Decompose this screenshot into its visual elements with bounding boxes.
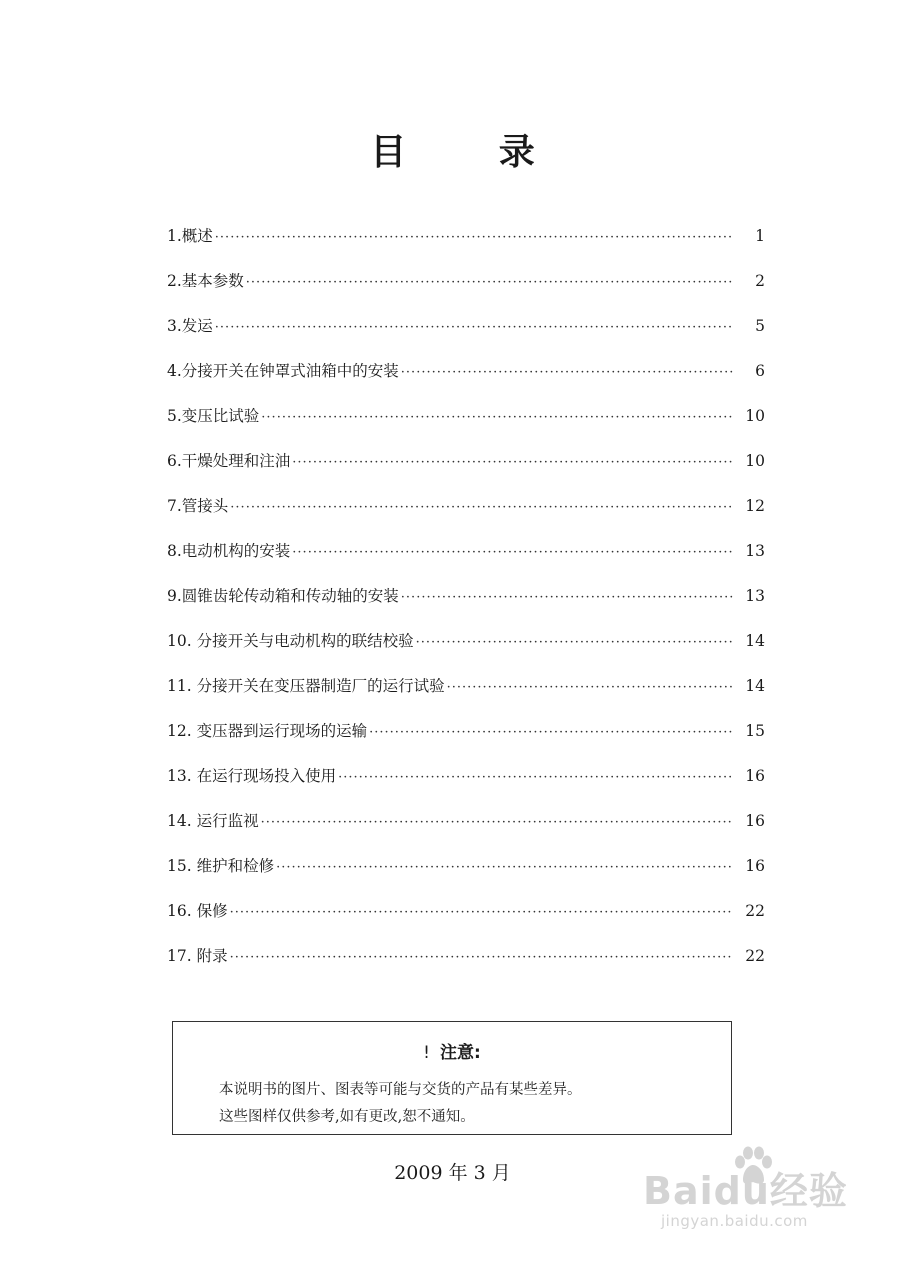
notice-line-1: 本说明书的图片、图表等可能与交货的产品有某些差异。	[219, 1082, 582, 1098]
toc-entry-page: 2	[755, 272, 765, 290]
toc-leader-dots	[447, 680, 733, 695]
toc-leader-dots	[246, 275, 733, 290]
toc-entry-label: 11. 分接开关在变压器制造厂的运行试验	[167, 677, 445, 695]
toc-leader-dots	[215, 320, 733, 335]
toc-entry[interactable]	[167, 764, 765, 809]
toc-leader-dots	[230, 950, 733, 965]
notice-line-2: 这些图样仅供参考,如有更改,恕不通知。	[219, 1109, 475, 1125]
toc-leader-dots	[369, 725, 733, 740]
toc-entry-label: 14. 运行监视	[167, 812, 259, 830]
toc-entry[interactable]	[167, 584, 765, 629]
toc-entry-page: 12	[745, 497, 765, 515]
toc-entry[interactable]	[167, 719, 765, 764]
toc-leader-dots	[215, 230, 733, 245]
toc-entry[interactable]	[167, 809, 765, 854]
toc-entry[interactable]	[167, 539, 765, 584]
toc-entry-page: 13	[745, 587, 765, 605]
toc-entry-label: 1.概述	[167, 227, 213, 245]
watermark	[643, 1160, 853, 1260]
toc-entry[interactable]	[167, 629, 765, 674]
toc-entry[interactable]	[167, 899, 765, 944]
toc-entry-label: 6.干燥处理和注油	[167, 452, 291, 470]
toc-entry-label: 8.电动机构的安装	[167, 542, 291, 560]
toc-entry[interactable]	[167, 674, 765, 719]
toc-entry-page: 14	[745, 632, 765, 650]
toc-entry-page: 10	[745, 452, 765, 470]
toc-leader-dots	[338, 770, 733, 785]
toc-entry[interactable]	[167, 224, 765, 269]
warning-icon: !	[423, 1043, 430, 1063]
toc-entry-label: 13. 在运行现场投入使用	[167, 767, 337, 785]
toc-leader-dots	[230, 500, 733, 515]
publication-date: 2009 年 3 月	[394, 1162, 511, 1184]
toc-entry-label: 9.圆锥齿轮传动箱和传动轴的安装	[167, 587, 399, 605]
toc-entry-label: 5.变压比试验	[167, 407, 260, 425]
table-of-contents	[167, 224, 765, 989]
toc-entry-page: 10	[745, 407, 765, 425]
toc-leader-dots	[292, 455, 733, 470]
toc-entry-label: 7.管接头	[167, 497, 229, 515]
notice-heading-text: 注意:	[440, 1043, 481, 1063]
toc-leader-dots	[416, 635, 733, 650]
toc-entry[interactable]	[167, 404, 765, 449]
page-title: 目 录	[370, 132, 575, 173]
toc-entry-label: 15. 维护和检修	[167, 857, 275, 875]
toc-entry[interactable]	[167, 269, 765, 314]
toc-entry-page: 14	[745, 677, 765, 695]
toc-leader-dots	[276, 860, 733, 875]
toc-entry-page: 22	[745, 902, 765, 920]
notice-heading	[173, 1038, 731, 1063]
toc-entry[interactable]	[167, 314, 765, 359]
toc-entry-label: 10. 分接开关与电动机构的联结校验	[167, 632, 414, 650]
toc-entry[interactable]	[167, 449, 765, 494]
toc-entry[interactable]	[167, 494, 765, 539]
toc-entry-page: 13	[745, 542, 765, 560]
watermark-url: jingyan.baidu.com	[661, 1212, 808, 1230]
toc-entry-label: 17. 附录	[167, 947, 228, 965]
toc-entry-page: 16	[745, 857, 765, 875]
toc-entry[interactable]	[167, 854, 765, 899]
toc-leader-dots	[292, 545, 733, 560]
toc-leader-dots	[261, 815, 733, 830]
toc-entry-page: 1	[755, 227, 765, 245]
toc-leader-dots	[401, 365, 733, 380]
watermark-logo: Baidu经验	[643, 1169, 848, 1213]
toc-entry-page: 6	[755, 362, 765, 380]
toc-leader-dots	[261, 410, 733, 425]
toc-leader-dots	[230, 905, 733, 920]
toc-entry-page: 15	[745, 722, 765, 740]
toc-entry-label: 16. 保修	[167, 902, 228, 920]
toc-entry-label: 12. 变压器到运行现场的运输	[167, 722, 368, 740]
toc-entry-page: 22	[745, 947, 765, 965]
toc-entry[interactable]	[167, 359, 765, 404]
toc-entry[interactable]	[167, 944, 765, 989]
notice-box	[172, 1021, 732, 1135]
toc-leader-dots	[401, 590, 733, 605]
toc-entry-label: 2.基本参数	[167, 272, 244, 290]
toc-entry-label: 4.分接开关在钟罩式油箱中的安装	[167, 362, 399, 380]
toc-entry-page: 16	[745, 767, 765, 785]
toc-entry-page: 5	[755, 317, 765, 335]
toc-entry-label: 3.发运	[167, 317, 213, 335]
toc-entry-page: 16	[745, 812, 765, 830]
